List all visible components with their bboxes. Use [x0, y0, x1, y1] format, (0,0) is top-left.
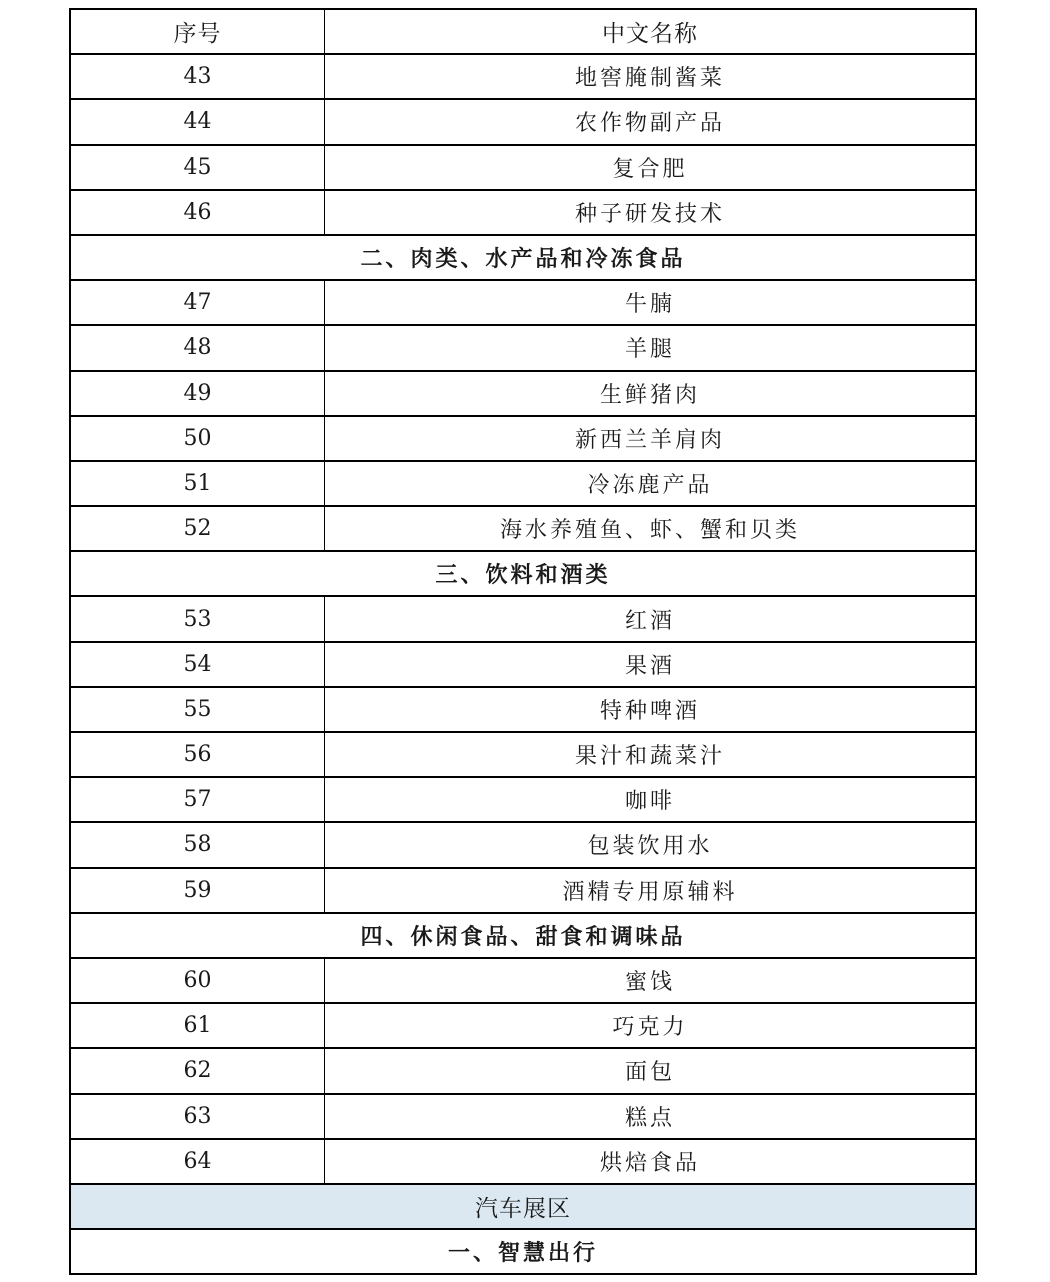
row-chinese-name: 地窖腌制酱菜: [574, 66, 725, 92]
row-chinese-name: 蜜饯: [624, 970, 675, 996]
row-serial-number: 50: [71, 417, 325, 460]
row-chinese-name: 烘焙食品: [599, 1150, 700, 1176]
row-chinese-name: 红酒: [624, 608, 675, 634]
row-chinese-name: 羊腿: [624, 337, 675, 363]
table-row: [71, 1140, 975, 1185]
row-chinese-name: 包装饮用水: [587, 834, 713, 860]
row-chinese-name: 糕点: [624, 1105, 675, 1131]
row-serial-number: 60: [71, 959, 325, 1002]
table-row: [71, 959, 975, 1004]
product-table: [69, 8, 977, 1275]
row-serial-number: 53: [71, 597, 325, 640]
table-row: [71, 146, 975, 191]
table-row: [71, 688, 975, 733]
table-row: [71, 869, 975, 914]
row-serial-number: 49: [71, 372, 325, 415]
row-serial-number: 59: [71, 869, 325, 912]
table-row: [71, 372, 975, 417]
table-row: [71, 100, 975, 145]
exhibition-zone-row: [71, 1185, 975, 1230]
row-chinese-name: 复合肥: [612, 156, 688, 182]
category-section-row: [71, 552, 975, 597]
row-serial-number: 62: [71, 1049, 325, 1092]
table-row: [71, 733, 975, 778]
header-serial-number: 序号: [71, 10, 325, 53]
row-chinese-name: 生鲜猪肉: [599, 382, 700, 408]
row-chinese-name: 酒精专用原辅料: [562, 879, 738, 905]
table-row: [71, 1004, 975, 1049]
row-chinese-name: 果汁和蔬菜汁: [574, 744, 725, 770]
row-chinese-name: 咖啡: [624, 789, 675, 815]
category-section-row: [71, 236, 975, 281]
row-chinese-name: 冷冻鹿产品: [587, 472, 713, 498]
table-row: [71, 326, 975, 371]
table-row: [71, 778, 975, 823]
section-label: 三、饮料和酒类: [435, 563, 611, 589]
table-body: [71, 55, 975, 1275]
table-row: [71, 597, 975, 642]
table-header: [71, 10, 975, 55]
zone-label: 汽车展区: [475, 1195, 571, 1222]
row-chinese-name: 果酒: [624, 653, 675, 679]
row-serial-number: 64: [71, 1140, 325, 1183]
table-row: [71, 1049, 975, 1094]
table-row: [71, 462, 975, 507]
row-serial-number: 45: [71, 146, 325, 189]
row-chinese-name: 特种啤酒: [599, 698, 700, 724]
table-row: [71, 643, 975, 688]
row-serial-number: 47: [71, 281, 325, 324]
table-row: [71, 417, 975, 462]
section-label: 二、肉类、水产品和冷冻食品: [360, 247, 686, 273]
row-serial-number: 48: [71, 326, 325, 369]
category-section-row: [71, 1230, 975, 1275]
row-chinese-name: 农作物副产品: [574, 111, 725, 137]
table-row: [71, 1095, 975, 1140]
row-chinese-name: 种子研发技术: [574, 201, 725, 227]
row-serial-number: 51: [71, 462, 325, 505]
table-row: [71, 191, 975, 236]
row-serial-number: 58: [71, 823, 325, 866]
row-serial-number: 52: [71, 507, 325, 550]
row-serial-number: 43: [71, 55, 325, 98]
row-chinese-name: 牛腩: [624, 292, 675, 318]
section-label: 四、休闲食品、甜食和调味品: [360, 924, 686, 950]
row-chinese-name: 海水养殖鱼、虾、蟹和贝类: [499, 518, 800, 544]
header-chinese-name: 中文名称: [602, 21, 698, 48]
row-serial-number: 57: [71, 778, 325, 821]
row-serial-number: 54: [71, 643, 325, 686]
table-row: [71, 823, 975, 868]
row-serial-number: 55: [71, 688, 325, 731]
row-serial-number: 46: [71, 191, 325, 234]
table-row: [71, 281, 975, 326]
row-serial-number: 61: [71, 1004, 325, 1047]
row-chinese-name: 新西兰羊肩肉: [574, 427, 725, 453]
section-label: 一、智慧出行: [447, 1241, 598, 1267]
row-serial-number: 44: [71, 100, 325, 143]
table-row: [71, 507, 975, 552]
row-serial-number: 63: [71, 1095, 325, 1138]
row-chinese-name: 巧克力: [612, 1015, 688, 1041]
table-row: [71, 55, 975, 100]
row-serial-number: 56: [71, 733, 325, 776]
row-chinese-name: 面包: [624, 1060, 675, 1086]
category-section-row: [71, 914, 975, 959]
